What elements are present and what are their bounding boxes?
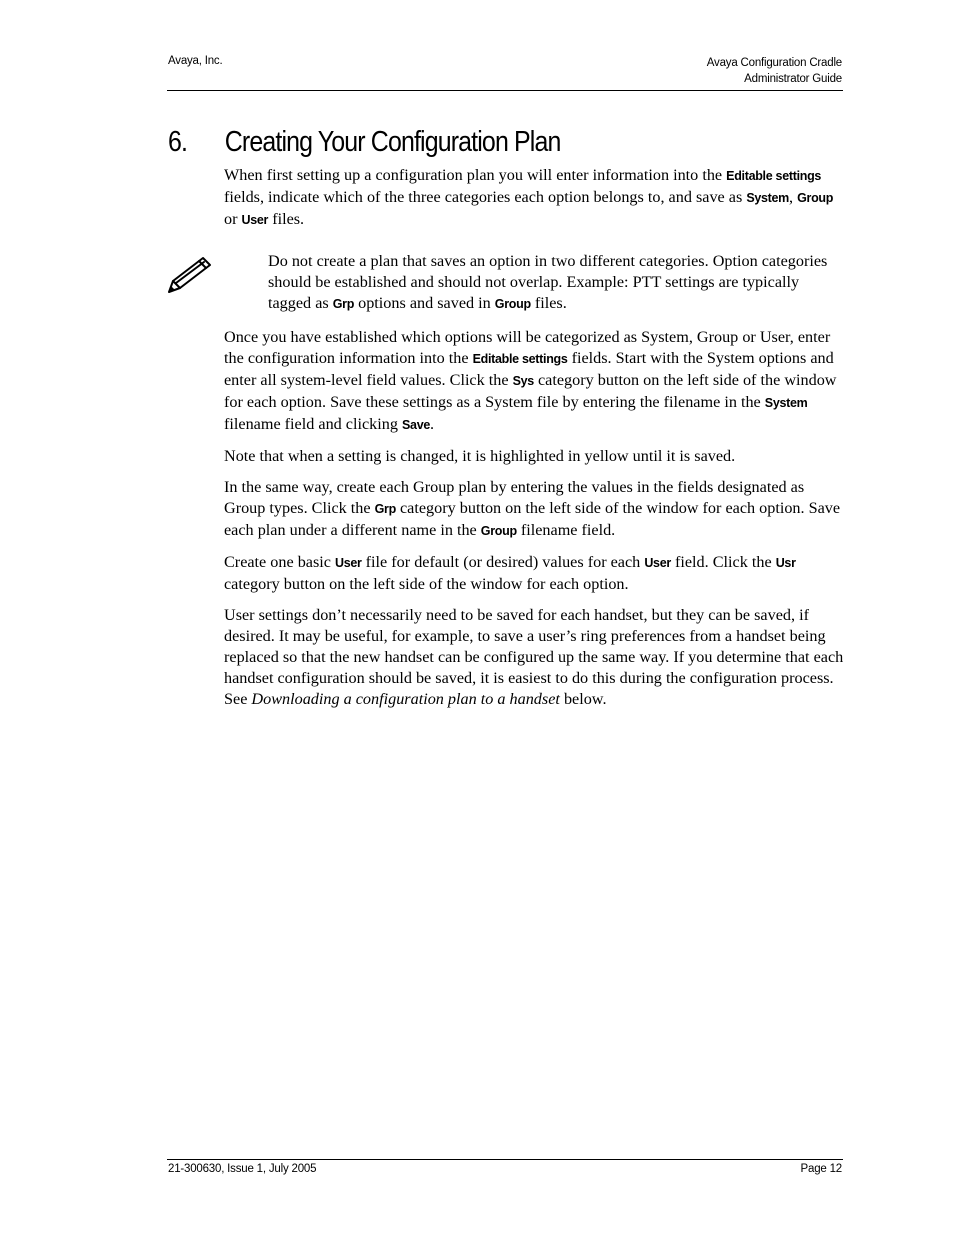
header-document-title (707, 55, 842, 87)
paragraph-intro: When first setting up a configuration plan you will enter information into the Editable settings fields, indicate which of the three categories each option belongs to, and save as System, Group or User files. (224, 166, 834, 228)
header-rule (167, 90, 843, 91)
paragraph-highlight-note: Note that when a setting is changed, it is highlighted in yellow until it is saved. (224, 447, 736, 465)
ui-term: Sys (512, 374, 534, 388)
ui-term: User (335, 556, 362, 570)
ui-term: Grp (374, 502, 396, 516)
pencil-icon (166, 255, 214, 295)
header-product-name: Avaya Configuration Cradle (706, 57, 842, 69)
paragraph-system-options: Once you have established which options will be categorized as System, Group or User, enter the configuration information into the Editable settings fields. Start with the System options and enter all system-level field values. Click the Sys category button on the left side of the window for each option. Save these settings as a System file by entering the filename in the System filename field and clicking Save. (224, 328, 837, 433)
ui-term: System (764, 396, 808, 410)
footer-doc-id: 21-300630, Issue 1, July 2005 (168, 1163, 317, 1175)
ui-term: Grp (332, 297, 355, 311)
section-number: 6. (168, 126, 188, 158)
ui-term: Group (797, 191, 834, 205)
ui-term: User (644, 556, 671, 570)
section-heading (168, 126, 561, 159)
header-guide-name: Administrator Guide (744, 73, 842, 85)
ui-term: Group (494, 297, 531, 311)
paragraph-user-file: Create one basic User file for default (or desired) values for each User field. Click the Usr category button on the left side of the window for each option. (224, 553, 796, 593)
footer-rule (167, 1159, 843, 1160)
ui-term: System (746, 191, 789, 205)
ui-term: Save (402, 418, 430, 432)
ui-term: Editable settings (726, 169, 822, 183)
note-callout (224, 251, 844, 315)
section-body (224, 165, 844, 720)
ui-term: Group (480, 524, 517, 538)
ui-term: Usr (775, 556, 796, 570)
paragraph-user-settings: User settings don’t necessarily need to be saved for each handset, but they can be saved, if desired. It may be useful, for example, to save a user’s ring preferences from a handset being replaced so that the new handset can be configured up the same way. If you determine that each handset configuration should be saved, it is easiest to do this during the configuration process. See Downloading a configuration plan to a handset below. (224, 606, 844, 708)
cross-reference: Downloading a configuration plan to a handset (251, 690, 560, 708)
footer-page-number: Page 12 (800, 1163, 842, 1175)
note-text: Do not create a plan that saves an option in two different categories. Option categories should be established and should not overlap. Example: PTT settings are typically tagged as Grp options and saved in Group files. (268, 252, 828, 312)
ui-term: Editable settings (472, 352, 568, 366)
ui-term: User (241, 213, 269, 227)
section-title: Creating Your Configuration Plan (224, 126, 561, 158)
paragraph-group-plans: In the same way, create each Group plan by entering the values in the fields designated as Group types. Click the Grp category button on the left side of the window for each option. Save each plan under a different name in the Group filename field. (224, 478, 841, 539)
header-company: Avaya, Inc. (168, 55, 223, 67)
